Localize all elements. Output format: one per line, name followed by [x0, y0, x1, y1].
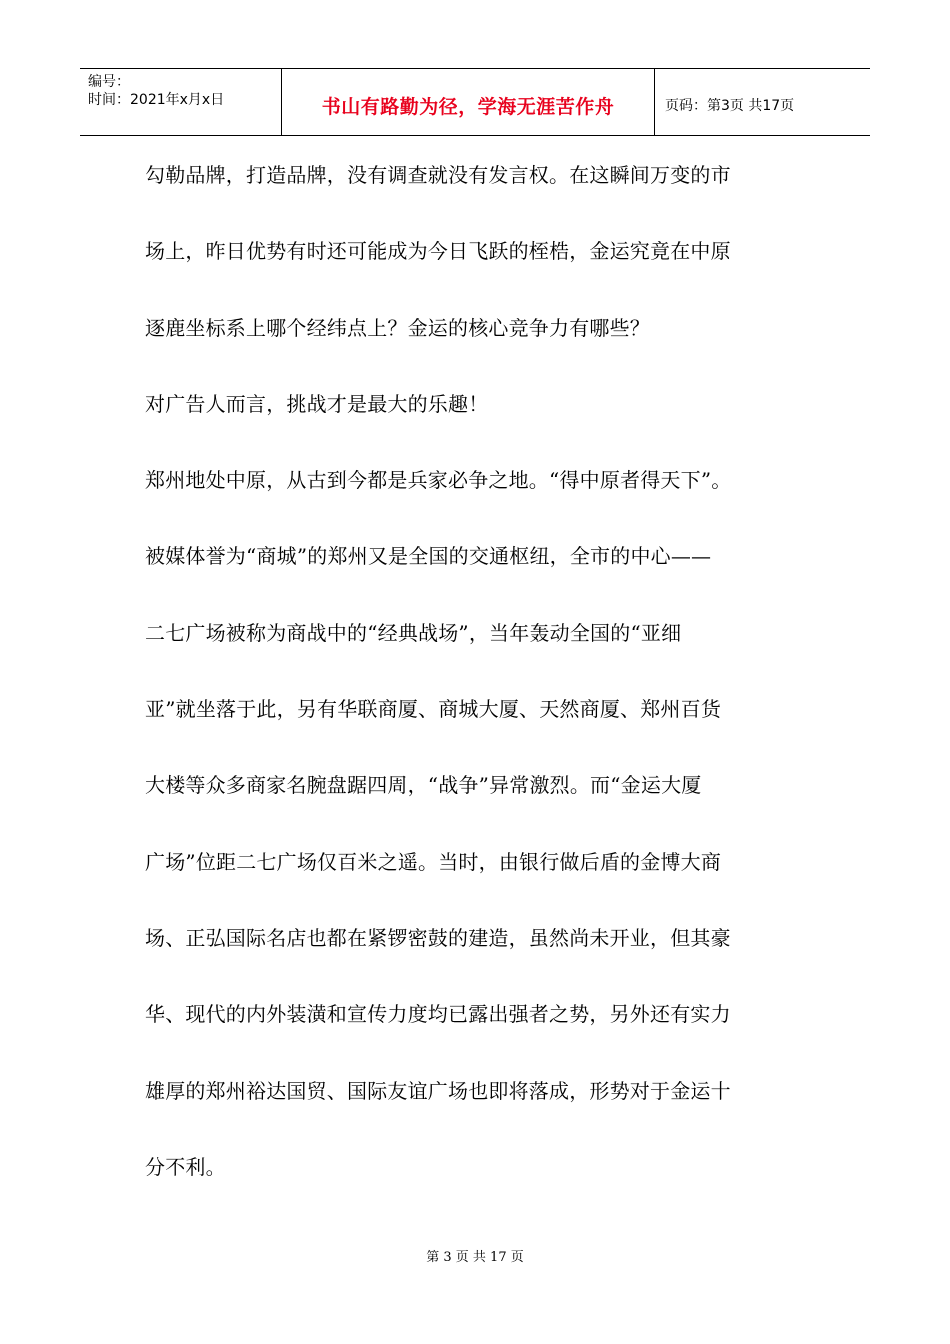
page-info: 页码：第3页 共17页 [665, 98, 795, 114]
document-body [145, 165, 815, 1233]
text-line: 勾勒品牌，打造品牌，没有调查就没有发言权。在这瞬间万变的市 [145, 163, 731, 187]
footer-page-number: 第 3 页 共 17 页 [426, 1250, 524, 1265]
text-line: 场、正弘国际名店也都在紧锣密鼓的建造，虽然尚未开业，但其豪 [145, 925, 731, 950]
header-page-cell [655, 69, 870, 135]
text-line: 二七广场被称为商战中的“经典战场”，当年轰动全国的“亚细 [145, 620, 682, 645]
text-line: 分不利。 [145, 1154, 226, 1179]
text-line: 逐鹿坐标系上哪个经纬点上？金运的核心竞争力有哪些？ [145, 315, 650, 340]
text-line: 大楼等众多商家名腕盘踞四周，“战争”异常激烈。而“金运大厦 [145, 773, 702, 798]
text-line: 场上，昨日优势有时还可能成为今日飞跃的桎梏，金运究竟在中原 [145, 239, 731, 264]
header-meta-cell [80, 69, 282, 135]
header-motto-cell [282, 69, 655, 135]
time-label: 时间：2021年x月x日 [88, 92, 225, 108]
page-header [80, 68, 870, 136]
text-line: 被媒体誉为“商城”的郑州又是全国的交通枢纽，全市的中心—— [145, 544, 712, 569]
text-line: 亚”就坐落于此，另有华联商厦、商城大厦、天然商厦、郑州百货 [145, 697, 722, 722]
text-line: 华、现代的内外装潢和宣传力度均已露出强者之势，另外还有实力 [145, 1002, 731, 1027]
serial-number-label: 编号： [88, 74, 130, 90]
text-line: 广场”位距二七广场仅百米之遥。当时，由银行做后盾的金博大商 [145, 849, 722, 874]
text-line: 郑州地处中原，从古到今都是兵家必争之地。“得中原者得天下”。 [145, 468, 732, 493]
motto-text: 书山有路勤为径，学海无涯苦作舟 [321, 95, 615, 118]
text-line: 雄厚的郑州裕达国贸、国际友谊广场也即将落成，形势对于金运十 [145, 1078, 731, 1103]
page-footer [0, 1246, 950, 1265]
text-line: 对广告人而言，挑战才是最大的乐趣！ [145, 391, 489, 416]
